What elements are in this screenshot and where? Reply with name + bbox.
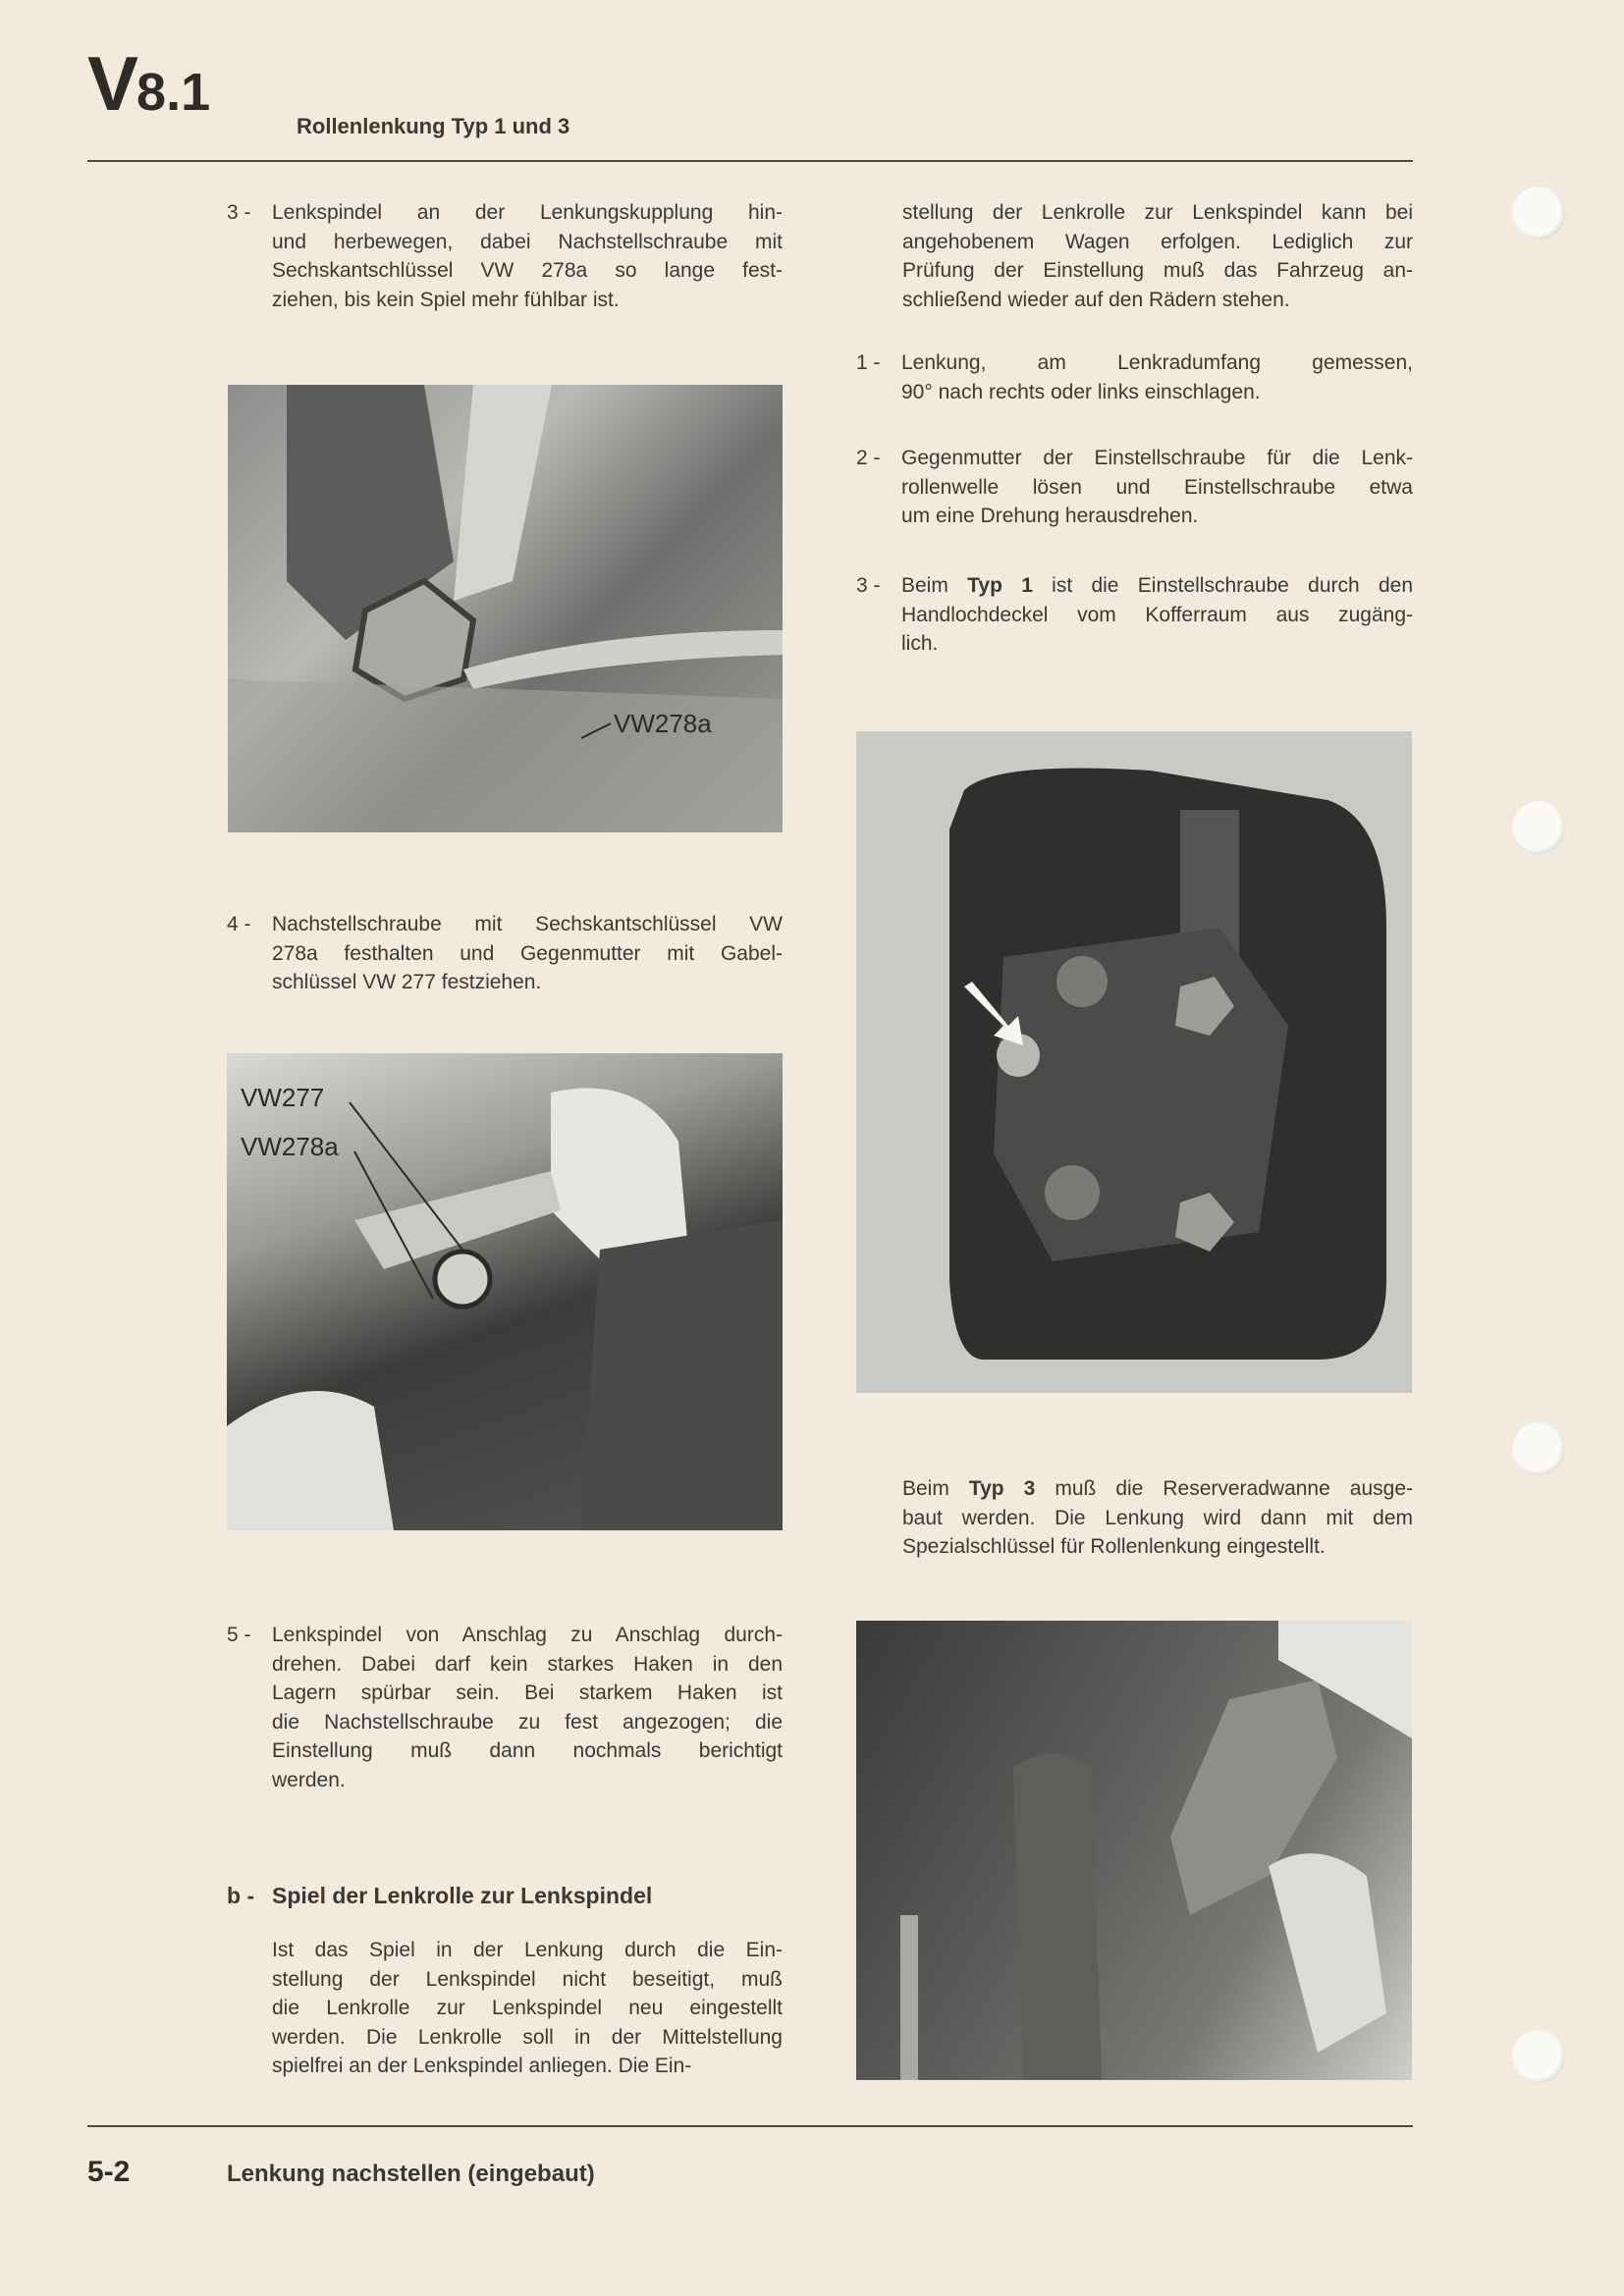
section-number: 8.1 (136, 63, 211, 122)
emphasis: Typ 3 (968, 1477, 1036, 1500)
punch-hole (1512, 2030, 1565, 2083)
text-line: drehen. Dabei darf kein starkes Haken in den (272, 1652, 783, 1676)
photo-adjusting-screw (856, 731, 1412, 1393)
text-line: 278a festhalten und Gegenmutter mit Gabel- (272, 941, 783, 965)
photo-hex-wrench (228, 385, 783, 832)
text-line: Gegenmutter der Einstellschraube für die Lenk- (901, 447, 1413, 469)
photo-illustration (856, 731, 1412, 1393)
punch-hole (1512, 801, 1565, 854)
text-line: Einstellung muß dann nochmals berichtigt (272, 1739, 783, 1762)
page-title: Rollenlenkung Typ 1 und 3 (297, 114, 570, 138)
continued-paragraph (902, 198, 1413, 314)
text-line: Spezialschlüssel für Rollenlenkung eingestellt. (902, 1535, 1326, 1558)
emphasis: Typ 1 (967, 574, 1033, 597)
paragraph-text (902, 198, 1413, 314)
paragraph-text (902, 1504, 1413, 1562)
step-3-left (227, 198, 783, 314)
text-line: Lenkspindel von Anschlag zu Anschlag durch- (272, 1624, 783, 1646)
text-line: ziehen, bis kein Spiel mehr fühlbar ist. (272, 288, 620, 311)
section-b-heading (227, 1883, 783, 1909)
photo-wrench-pair (227, 1053, 783, 1530)
photo-illustration (227, 1053, 783, 1530)
step-number: 2 - (856, 447, 881, 469)
section-b-paragraph (272, 1936, 783, 2081)
text-line: und herbewegen, dabei Nachstellschraube mit (272, 230, 783, 253)
tool-label-vw278a: VW278a (241, 1132, 339, 1161)
text-line: Prüfung der Einstellung muß das Fahrzeug an- (902, 259, 1413, 282)
text-line: Handlochdeckel vom Kofferraum aus zugäng- (901, 603, 1413, 626)
typ-3-paragraph (902, 1474, 1413, 1562)
tool-label-vw277: VW277 (241, 1083, 325, 1112)
step-text (901, 601, 1413, 659)
step-number: 5 - (227, 1624, 251, 1646)
page-number: 5-2 (87, 2156, 131, 2188)
text-line: die Nachstellschraube zu fest angezogen; die (272, 1710, 783, 1734)
text-line: werden. (272, 1768, 346, 1791)
step-text (272, 1621, 783, 1794)
section-code (87, 39, 210, 129)
paragraph-text (272, 1936, 783, 2081)
step-text (272, 910, 783, 997)
photo-illustration (228, 385, 783, 832)
text-line: baut werden. Die Lenkung wird dann mit dem (902, 1506, 1413, 1529)
step-number: 4 - (227, 913, 251, 935)
step-number: 3 - (856, 574, 881, 597)
section-letter: V (87, 40, 137, 127)
footer-rule (87, 2125, 1413, 2127)
header-rule (87, 160, 1413, 162)
step-number: 1 - (856, 351, 881, 374)
step-2-right (856, 444, 1413, 531)
text-line: stellung der Lenkrolle zur Lenkspindel kann bei (902, 201, 1413, 224)
step-number: 3 - (227, 201, 251, 224)
footer-title: Lenkung nachstellen (eingebaut) (227, 2161, 595, 2187)
step-3-right (856, 571, 1413, 659)
photo-illustration (856, 1621, 1412, 2080)
step-1-right (856, 348, 1413, 406)
text-line: Sechskantschlüssel VW 278a so lange fest- (272, 259, 783, 282)
text-line: rollenwelle lösen und Einstellschraube etwa (901, 475, 1413, 499)
text-line: lich. (901, 632, 939, 655)
text-line: Ist das Spiel in der Lenkung durch die Ein- (272, 1939, 783, 1961)
paragraph-line: Beim Typ 3 muß die Reserveradwanne ausge- (902, 1477, 1413, 1500)
text-line: Lenkspindel an der Lenkungskupplung hin- (272, 201, 783, 224)
step-text-line: Beim Typ 1 ist die Einstellschraube durch den (901, 574, 1413, 597)
section-title: Spiel der Lenkrolle zur Lenkspindel (272, 1883, 653, 1908)
text-line: spielfrei an der Lenkspindel anliegen. Die Ein- (272, 2055, 692, 2077)
punch-hole (1512, 1422, 1565, 1475)
photo-special-wrench (856, 1621, 1412, 2080)
step-5-left (227, 1621, 783, 1794)
text-line: 90° nach rechts oder links einschlagen. (901, 380, 1261, 403)
text-line: um eine Drehung herausdrehen. (901, 505, 1199, 527)
text-line: angehobenem Wagen erfolgen. Lediglich zur (902, 230, 1413, 253)
step-4-left (227, 910, 783, 997)
text-line: Lenkung, am Lenkradumfang gemessen, (901, 351, 1413, 374)
text-line: schließend wieder auf den Rädern stehen. (902, 288, 1290, 311)
text-line: Nachstellschraube mit Sechskantschlüssel VW (272, 913, 783, 935)
text-line: stellung der Lenkspindel nicht beseitigt, muß (272, 1967, 783, 1991)
step-text (901, 348, 1413, 406)
text-line: werden. Die Lenkrolle soll in der Mittelstellung (272, 2025, 783, 2049)
text-line: die Lenkrolle zur Lenkspindel neu eingestellt (272, 1997, 783, 2019)
step-text (272, 198, 783, 314)
punch-hole (1512, 187, 1565, 240)
text-line: Lagern spürbar sein. Bei starkem Haken ist (272, 1682, 783, 1704)
step-text (901, 444, 1413, 531)
tool-label-vw278a: VW278a (614, 709, 712, 738)
section-letter: b - (227, 1883, 255, 1908)
text-line: schlüssel VW 277 festziehen. (272, 971, 542, 993)
